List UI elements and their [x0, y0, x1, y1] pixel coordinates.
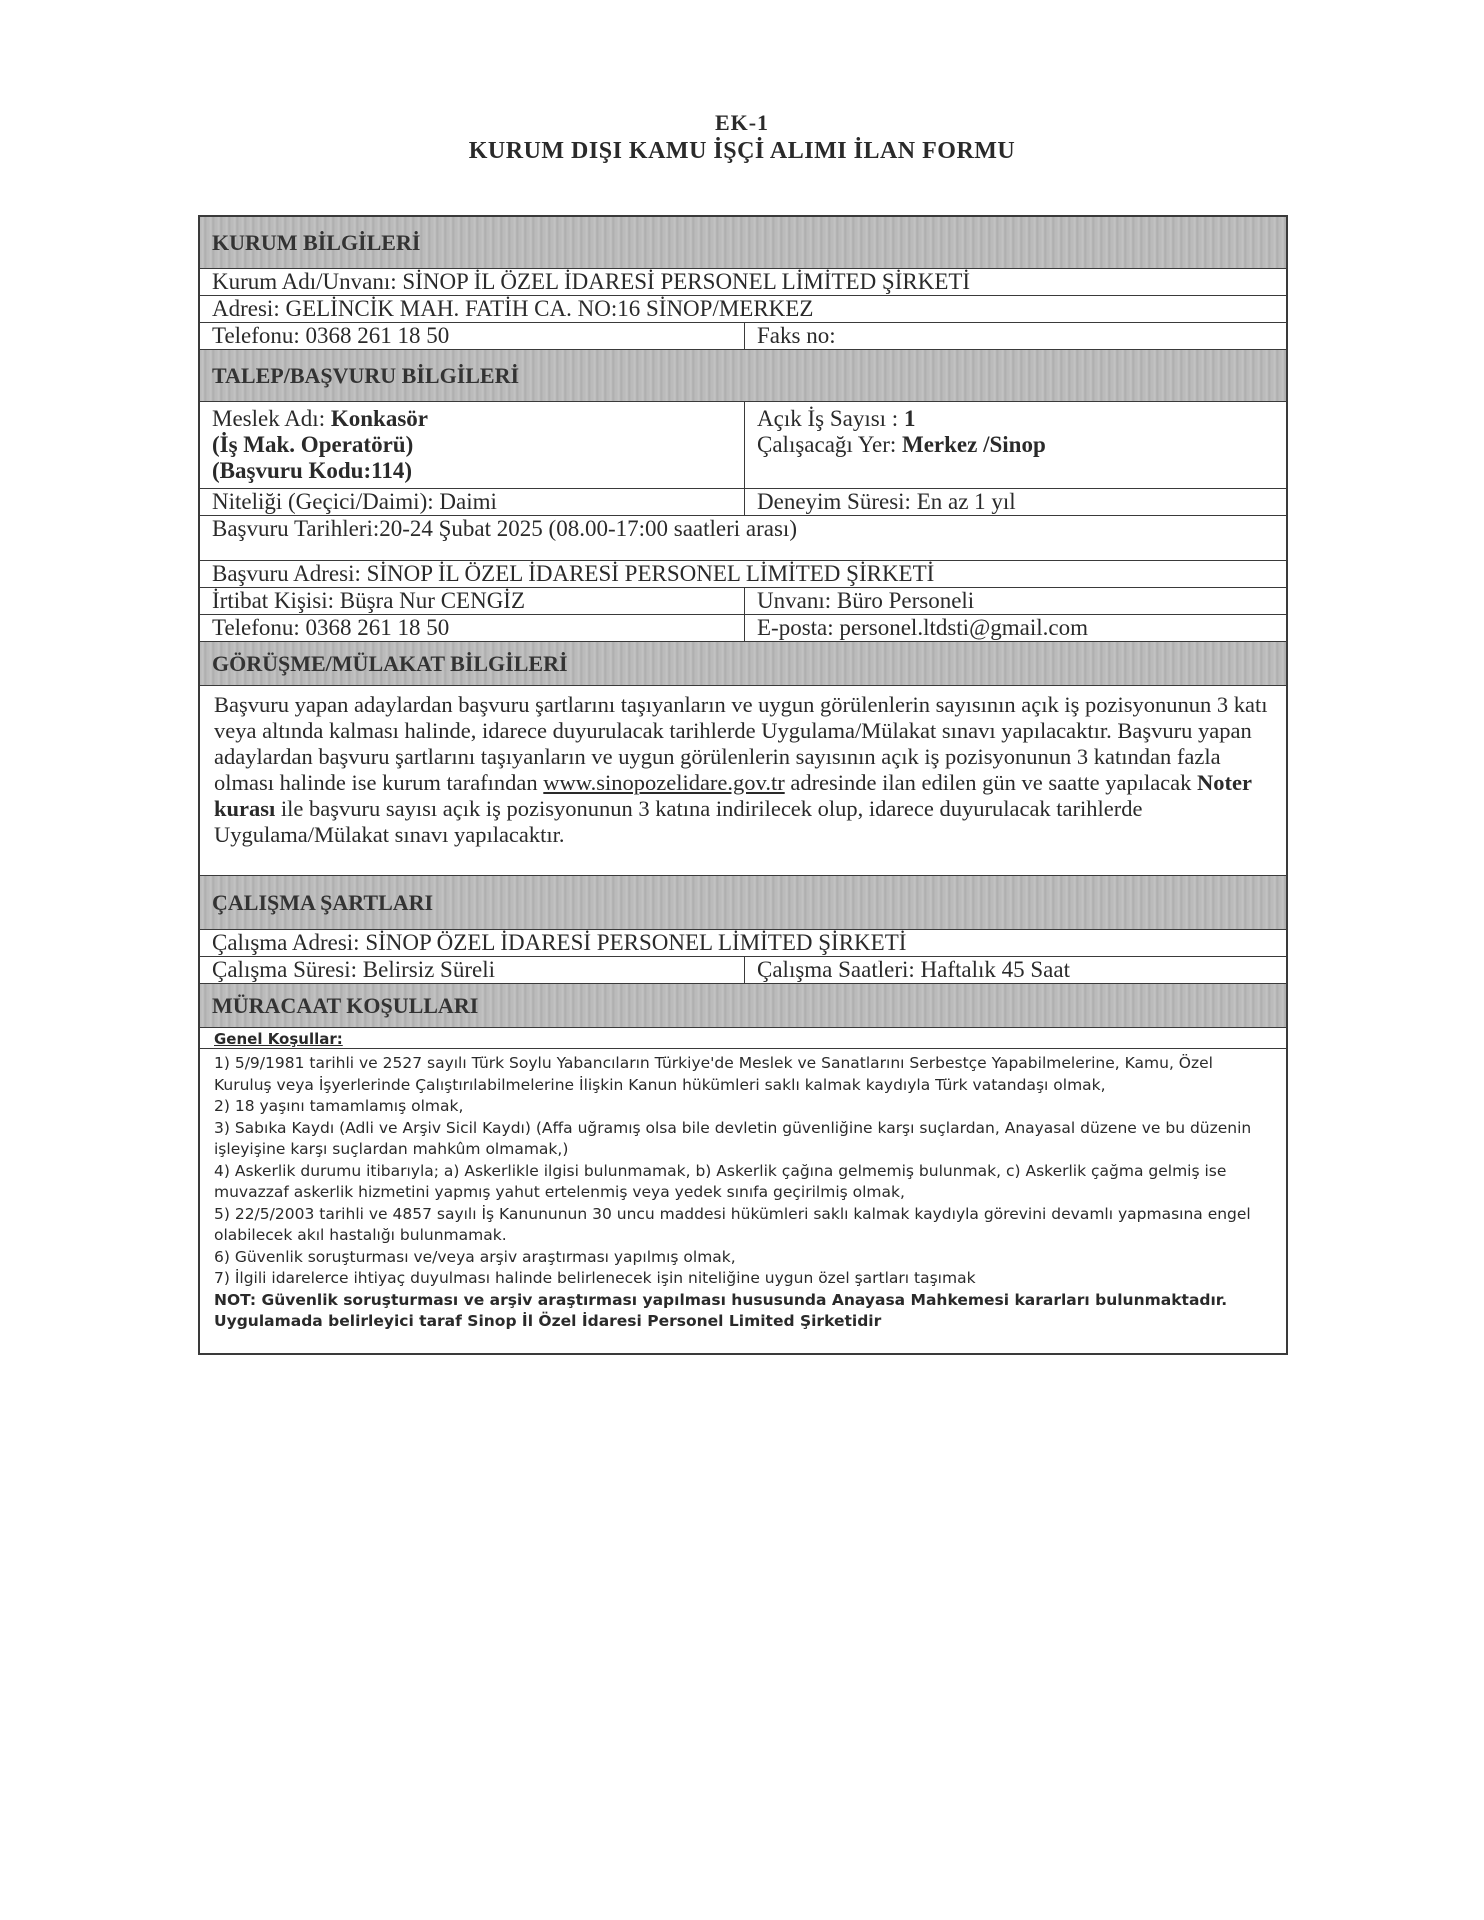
meslek-subtitle: (İş Mak. Operatörü) [212, 432, 414, 457]
tarihler-row [200, 516, 1286, 561]
calisma-saatleri: Çalışma Saatleri: Haftalık 45 Saat [757, 957, 1070, 982]
nitelik-row [200, 489, 1286, 516]
section-kurum-heading: KURUM BİLGİLERİ [200, 217, 1286, 269]
section-gorusme-heading: GÖRÜŞME/MÜLAKAT BİLGİLERİ [200, 642, 1286, 686]
kurum-fax: Faks no: [757, 323, 836, 348]
genel-kosullar-heading: Genel Koşullar: [200, 1028, 1286, 1049]
condition-item: 4) Askerlik durumu itibarıyla; a) Askerlikle ilgisi bulunmamak, b) Askerlik çağına gelmemiş bulunmak, c) Askerlik çağma gelmiş ise muvazzaf askerlik hizmetini yapmış yahut ertelenmiş veya yedek sınıfa geçirilmiş olmak, [214, 1161, 1227, 1201]
document-title: KURUM DIŞI KAMU İŞÇİ ALIMI İLAN FORMU [468, 138, 1016, 164]
kurum-address-row [200, 296, 1286, 323]
condition-item: 1) 5/9/1981 tarihli ve 2527 sayılı Türk Soylu Yabancıların Türkiye'de Meslek ve Sanatlarını Serbestçe Yapabilmelerine, Kamu, Özel Kuruluş veya İşyerlerinde Çalıştırılabilmelerine İlişkin Kanun hükümleri saklı kalmak kaydıyla Türk vatandaşı olmak, [214, 1054, 1213, 1094]
gorusme-text-part3: ile başvuru sayısı açık iş pozisyonunun 3 katına indirilecek olup, idarece duyurulacak tarihlerde Uygulama/Mülakat sınavı yapılacaktır. [214, 796, 1143, 847]
annex-label: EK-1 [714, 110, 770, 135]
website-link[interactable]: www.sinopozelidare.gov.tr [543, 770, 785, 795]
irtibat-eposta: E-posta: personel.ltdsti@gmail.com [757, 615, 1088, 640]
acik-is-label: Açık İş Sayısı : [757, 406, 899, 431]
deneyim: Deneyim Süresi: En az 1 yıl [757, 489, 1016, 514]
calisma-adres-row [200, 930, 1286, 957]
calisma-sure-row [200, 957, 1286, 984]
condition-item: 2) 18 yaşını tamamlamış olmak, [214, 1097, 464, 1115]
note-text: NOT: Güvenlik soruşturması ve arşiv araştırması yapılması hususunda Anayasa Mahkemesi kararları bulunmaktadır. Uygulamada belirleyici taraf Sinop İl Özel İdaresi Personel Limited Şirketidir [214, 1290, 1228, 1330]
meslek-cell [200, 402, 745, 488]
gorusme-text-part1: Başvuru yapan adaylardan başvuru şartlarını taşıyanların ve uygun görülenlerin sayısının açık iş pozisyonunun 3 katı veya altında kalması halinde, idarece duyurulacak tarihlerde Uygulama/Mülakat sınavı yapılacaktır. Başvuru yapan adaylardan başvuru şartlarını taşıyanların ve uygun görülenlerin sayısının açık iş pozisyonunun 3 katından fazla olması halinde ise kurum tarafından [214, 692, 1268, 795]
condition-item: 5) 22/5/2003 tarihli ve 4857 sayılı İş Kanununun 30 uncu maddesi hükümleri saklı kalmak kaydıyla görevini devamlı yapmasına engel olabilecek akıl hastalığı bulunmamak. [214, 1204, 1251, 1244]
section-muracaat-heading: MÜRACAAT KOŞULLARI [200, 984, 1286, 1028]
noter-kurasi: Noter kurası [214, 770, 1252, 821]
kurum-address: Adresi: GELİNCİK MAH. FATİH CA. NO:16 SİNOP/MERKEZ [212, 296, 814, 321]
meslek-value: Konkasör [330, 406, 428, 431]
basvuru-tarihleri: Başvuru Tarihleri:20-24 Şubat 2025 (08.00-17:00 saatleri arası) [212, 516, 797, 541]
irtibat-row [200, 588, 1286, 615]
calisacagi-yer-value: Merkez /Sinop [902, 432, 1046, 457]
irtibat-telefon: Telefonu: 0368 261 18 50 [200, 615, 745, 641]
irtibat-unvan: Unvanı: Büro Personeli [757, 588, 975, 613]
iletisim-row [200, 615, 1286, 642]
meslek-label: Meslek Adı: [212, 406, 326, 431]
gorusme-text [200, 686, 1286, 876]
calisma-suresi: Çalışma Süresi: Belirsiz Süreli [200, 957, 745, 983]
kurum-phone: Telefonu: 0368 261 18 50 [200, 323, 745, 349]
calisacagi-yer-label: Çalışacağı Yer: [757, 432, 897, 457]
condition-item: 6) Güvenlik soruşturması ve/veya arşiv araştırması yapılmış olmak, [214, 1247, 736, 1266]
kurum-name: Kurum Adı/Unvanı: SİNOP İL ÖZEL İDARESİ PERSONEL LİMİTED ŞİRKETİ [212, 269, 971, 294]
basvuru-adresi: Başvuru Adresi: SİNOP İL ÖZEL İDARESİ PERSONEL LİMİTED ŞİRKETİ [212, 561, 935, 586]
calisma-adresi: Çalışma Adresi: SİNOP ÖZEL İDARESİ PERSONEL LİMİTED ŞİRKETİ [212, 930, 907, 955]
conditions-list [200, 1049, 1286, 1353]
section-calisma-heading: ÇALIŞMA ŞARTLARI [200, 876, 1286, 930]
meslek-row [200, 402, 1286, 489]
nitelik: Niteliği (Geçici/Daimi): Daimi [200, 489, 745, 515]
basvuru-adresi-row [200, 561, 1286, 588]
kurum-contact-row [200, 323, 1286, 350]
condition-item: 3) Sabıka Kaydı (Adli ve Arşiv Sicil Kaydı) (Affa uğramış olsa bile devletin güvenliğine karşı suçlardan, Anayasal düzene ve bu düzenin işleyişine karşı suçlardan mahkûm olmamak,) [214, 1118, 1252, 1158]
announcement-form [198, 215, 1288, 1355]
condition-item: 7) İlgili idarelerce ihtiyaç duyulması halinde belirlenecek işin niteliğine uygun özel şartları taşımak [214, 1269, 976, 1287]
section-talep-heading: TALEP/BAŞVURU BİLGİLERİ [200, 350, 1286, 402]
gorusme-text-part2: adresinde ilan edilen gün ve saatte yapılacak [784, 770, 1198, 795]
basvuru-kodu: (Başvuru Kodu:114) [212, 458, 413, 483]
acik-is-cell [745, 402, 1286, 488]
irtibat-kisisi: İrtibat Kişisi: Büşra Nur CENGİZ [200, 588, 745, 614]
acik-is-value: 1 [903, 406, 916, 431]
kurum-name-row [200, 269, 1286, 296]
